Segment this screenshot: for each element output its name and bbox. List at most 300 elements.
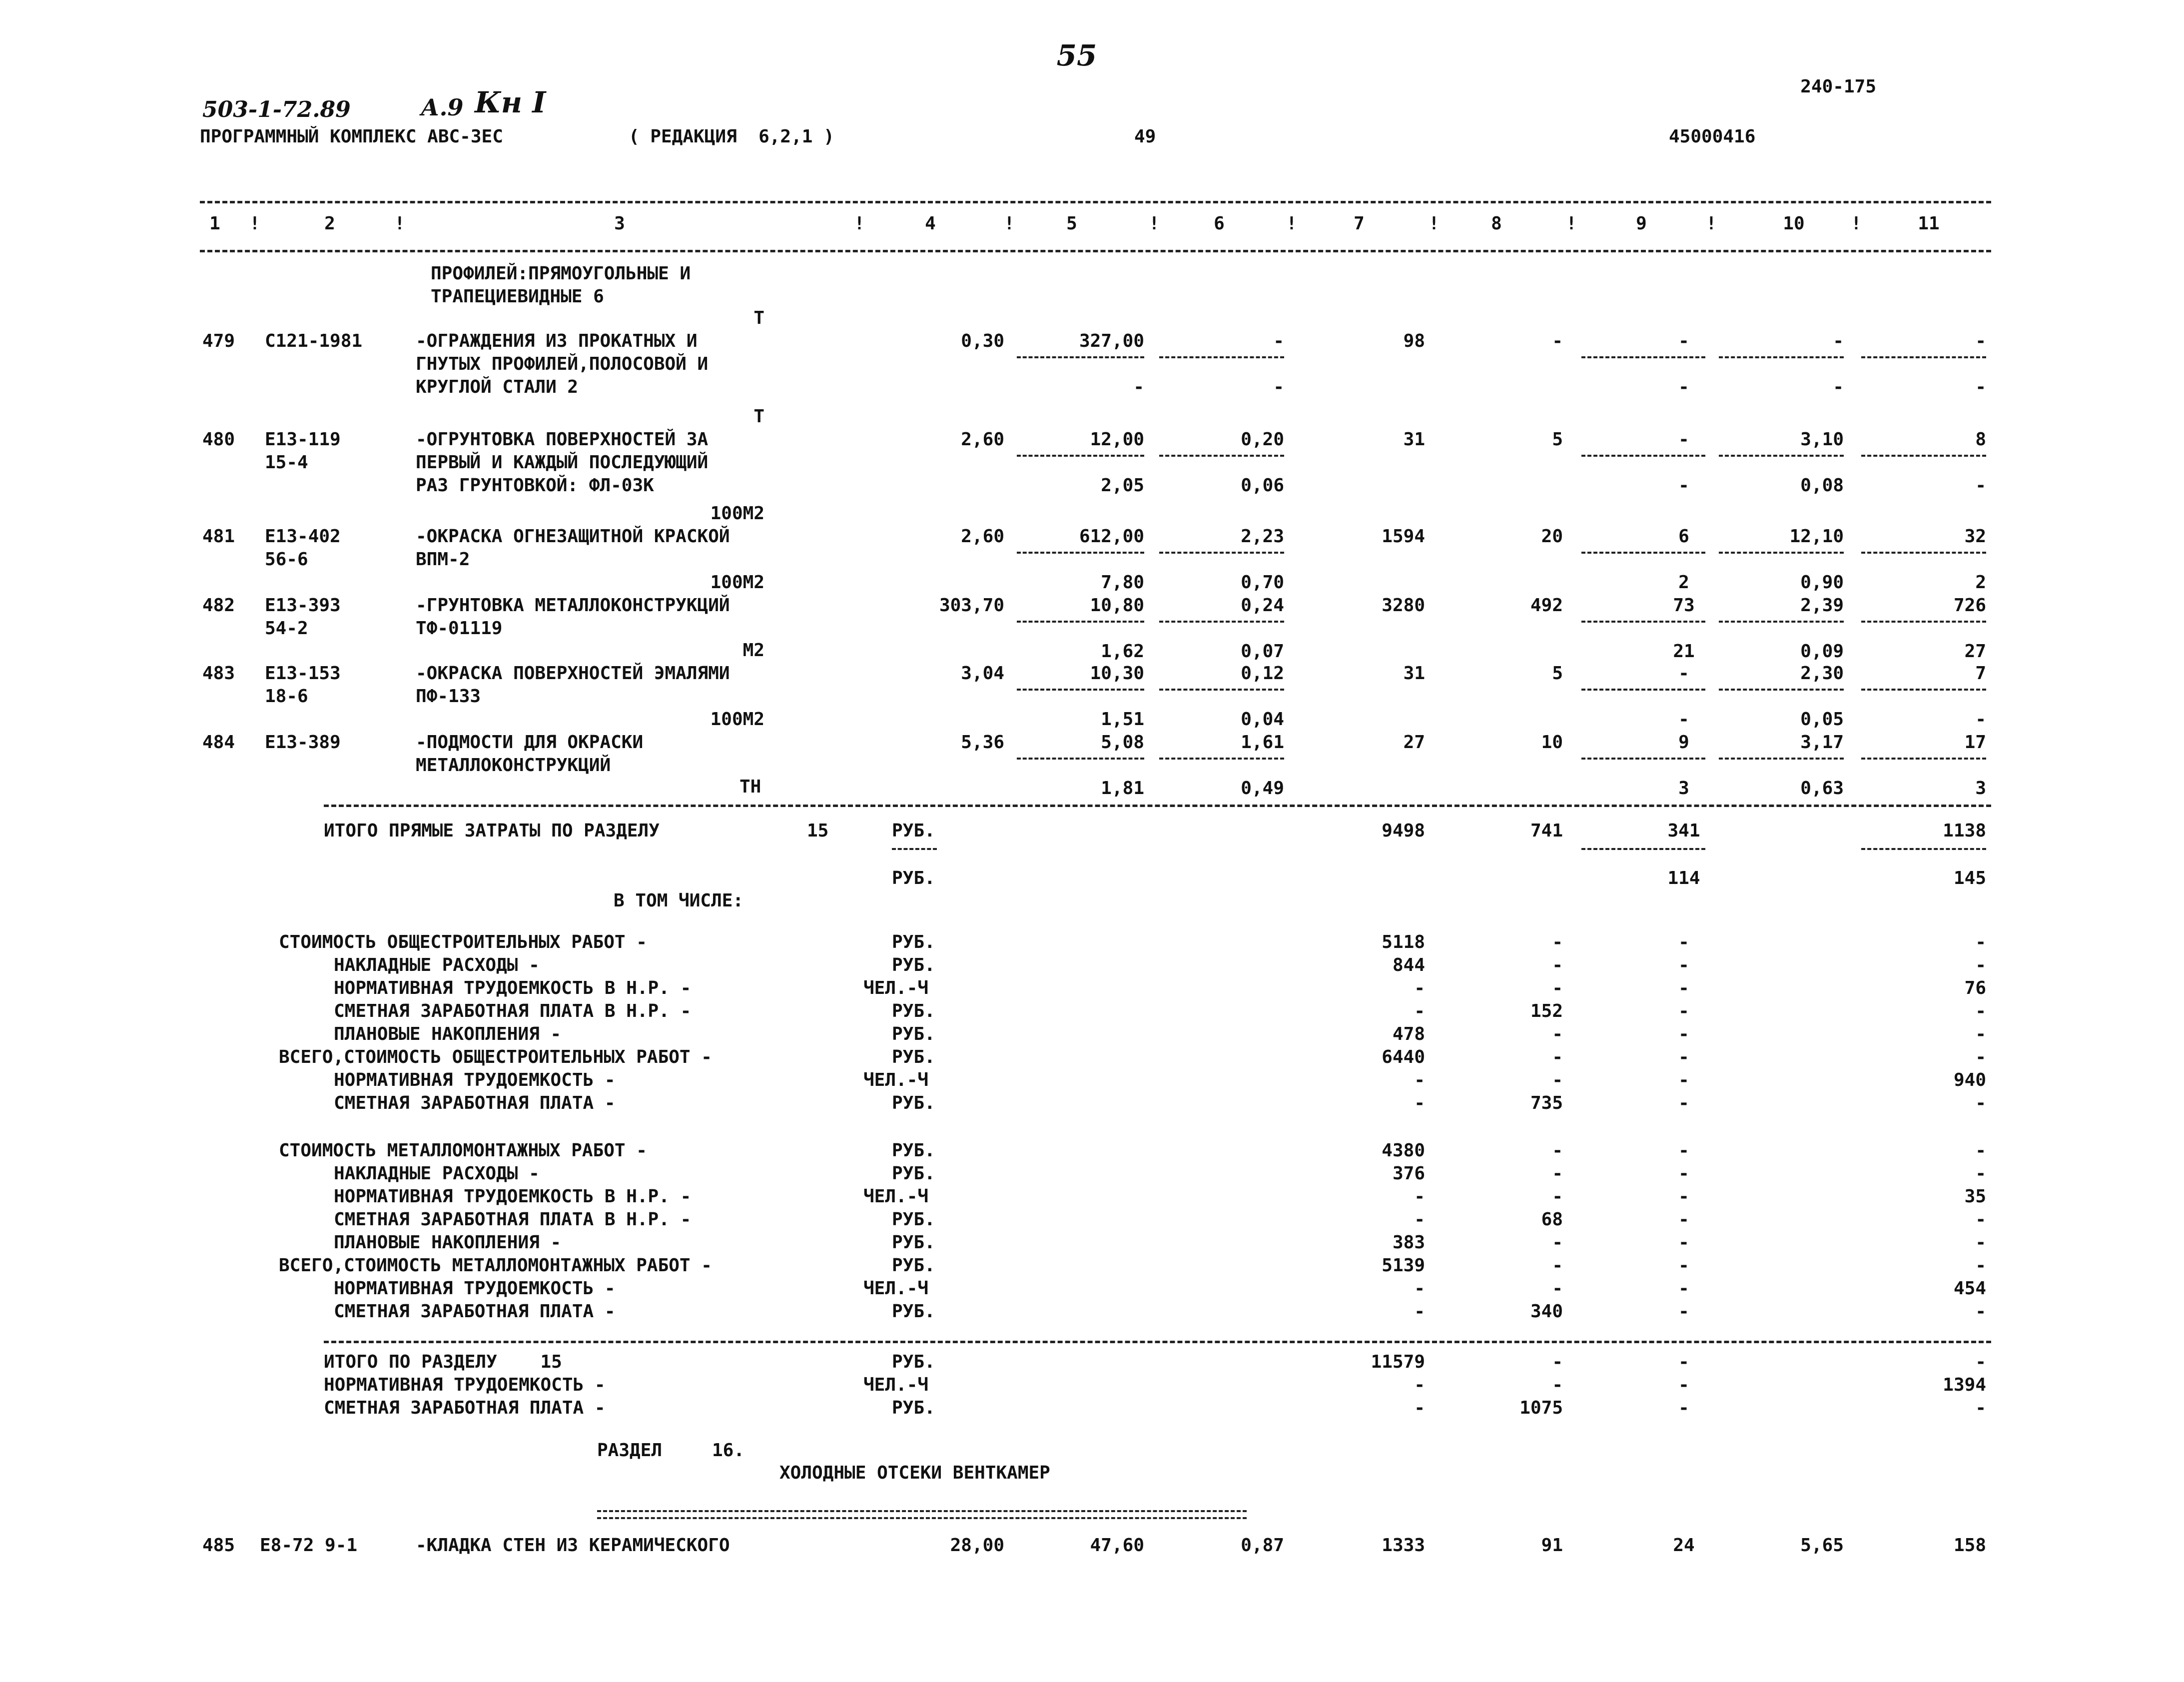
summary-unit: РУБ. xyxy=(892,1140,935,1161)
summary-col7: - xyxy=(1414,1093,1425,1113)
row-rule xyxy=(1581,356,1705,358)
column-separator: ! xyxy=(1706,213,1717,234)
summary-col8: 1075 xyxy=(1519,1398,1563,1418)
row-sub-col11: - xyxy=(1975,709,1986,730)
row-col11: 726 xyxy=(1953,595,1986,616)
row-485-col9: 24 xyxy=(1673,1535,1695,1556)
unit-label: М2 xyxy=(742,640,764,661)
row-col10: 3,10 xyxy=(1800,429,1844,450)
row-sub-col6: - xyxy=(1273,377,1284,397)
row-col9: - xyxy=(1678,663,1689,684)
summary-col9: - xyxy=(1678,1375,1689,1395)
summary-col7: 6440 xyxy=(1382,1047,1425,1067)
total-direct-col8: 741 xyxy=(1530,821,1563,841)
summary-col8: - xyxy=(1552,1140,1563,1161)
summary-col11: - xyxy=(1975,1398,1986,1418)
row-col4: 303,70 xyxy=(939,595,1004,616)
summary-label: СМЕТНАЯ ЗАРАБОТНАЯ ПЛАТА - xyxy=(334,1093,616,1113)
row-rule xyxy=(1719,356,1844,358)
header-rule-bottom xyxy=(200,250,1991,252)
row-col11: 17 xyxy=(1964,732,1986,753)
row-485-number: 485 xyxy=(202,1535,235,1556)
summary-col8: - xyxy=(1552,1232,1563,1253)
summary-col8: - xyxy=(1552,1024,1563,1044)
row-description: ПФ-133 xyxy=(416,686,481,707)
summary-col11: 454 xyxy=(1953,1278,1986,1299)
row-rule xyxy=(1861,689,1986,691)
summary-col7: 376 xyxy=(1392,1163,1425,1184)
row-485-col10: 5,65 xyxy=(1800,1535,1844,1556)
summary-unit: РУБ. xyxy=(892,932,935,952)
column-number: 9 xyxy=(1636,213,1647,234)
summary-label: НОРМАТИВНАЯ ТРУДОЕМКОСТЬ В Н.Р. - xyxy=(334,1186,692,1207)
row-485-col6: 0,87 xyxy=(1241,1535,1284,1556)
row-description: -ОГРАЖДЕНИЯ ИЗ ПРОКАТНЫХ И xyxy=(416,331,698,351)
column-number: 1 xyxy=(209,213,220,234)
column-separator: ! xyxy=(854,213,865,234)
row-number: 483 xyxy=(202,663,235,684)
section-total-rule xyxy=(324,1341,1991,1343)
summary-col8: - xyxy=(1552,1163,1563,1184)
row-col4: 2,60 xyxy=(961,526,1004,547)
row-rule xyxy=(1159,552,1284,554)
row-col10: 12,10 xyxy=(1789,526,1844,547)
row-col5: 12,00 xyxy=(1090,429,1144,450)
column-number: 2 xyxy=(324,213,335,234)
column-number: 5 xyxy=(1066,213,1077,234)
program-title: ПРОГРАММНЫЙ КОМПЛЕКС АВС-3ЕС xyxy=(200,126,503,147)
unit-label: Т xyxy=(753,406,764,427)
row-sub-col11: 27 xyxy=(1964,641,1986,662)
summary-col9: - xyxy=(1678,1186,1689,1207)
total-unit-rule xyxy=(892,848,937,850)
total-col11-rule xyxy=(1861,848,1986,850)
summary-col7: - xyxy=(1414,1186,1425,1207)
summary-label: СТОИМОСТЬ МЕТАЛЛОМОНТАЖНЫХ РАБОТ - xyxy=(279,1140,647,1161)
row-col5: 612,00 xyxy=(1079,526,1144,547)
row-sub-col11: - xyxy=(1975,377,1986,397)
column-number: 3 xyxy=(614,213,625,234)
summary-col11: - xyxy=(1975,1001,1986,1021)
row-rule xyxy=(1581,552,1705,554)
row-sub-col6: 0,04 xyxy=(1241,709,1284,730)
summary-col11: - xyxy=(1975,1209,1986,1230)
next-section-label: РАЗДЕЛ xyxy=(597,1440,663,1461)
summary-col8: - xyxy=(1552,1047,1563,1067)
summary-unit: ЧЕЛ.-Ч xyxy=(863,1278,929,1299)
summary-unit: РУБ. xyxy=(892,1047,935,1067)
row-sub-col10: 0,08 xyxy=(1800,475,1844,496)
row-rule xyxy=(1719,758,1844,760)
summary-col11: - xyxy=(1975,1047,1986,1067)
column-number: 11 xyxy=(1918,213,1940,234)
summary-col9: - xyxy=(1678,1047,1689,1067)
summary-label: СМЕТНАЯ ЗАРАБОТНАЯ ПЛАТА В Н.Р. - xyxy=(334,1001,692,1021)
summary-col7: - xyxy=(1414,1398,1425,1418)
row-rule xyxy=(1581,621,1705,623)
row-col8: - xyxy=(1552,331,1563,351)
row-number: 482 xyxy=(202,595,235,616)
row-rule xyxy=(1017,552,1144,554)
row-rule xyxy=(1017,356,1144,358)
row-col7: 1594 xyxy=(1382,526,1425,547)
total-direct-col11: 1138 xyxy=(1943,821,1986,841)
row-col7: 31 xyxy=(1403,429,1425,450)
column-separator: ! xyxy=(394,213,405,234)
column-separator: ! xyxy=(249,213,260,234)
summary-col8: - xyxy=(1552,978,1563,998)
summary-col9: - xyxy=(1678,932,1689,952)
summary-col7: 4380 xyxy=(1382,1140,1425,1161)
row-485-col7: 1333 xyxy=(1382,1535,1425,1556)
summary-label: ПЛАНОВЫЕ НАКОПЛЕНИЯ - xyxy=(334,1232,562,1253)
summary-col8: - xyxy=(1552,932,1563,952)
row-col4: 2,60 xyxy=(961,429,1004,450)
row-col7: 98 xyxy=(1403,331,1425,351)
summary-col7: - xyxy=(1414,1375,1425,1395)
summary-col11: - xyxy=(1975,1163,1986,1184)
row-sub-col6: 0,06 xyxy=(1241,475,1284,496)
row-sub-col5: 2,05 xyxy=(1101,475,1144,496)
row-col6: 0,12 xyxy=(1241,663,1284,684)
total-rule xyxy=(324,805,1991,807)
row-rule xyxy=(1719,689,1844,691)
summary-unit: РУБ. xyxy=(892,1093,935,1113)
row-description: -ОКРАСКА ПОВЕРХНОСТЕЙ ЭМАЛЯМИ xyxy=(416,663,730,684)
row-description: ПЕРВЫЙ И КАЖДЫЙ ПОСЛЕДУЮЩИЙ xyxy=(416,452,709,473)
row-col4: 0,30 xyxy=(961,331,1004,351)
summary-col9: - xyxy=(1678,978,1689,998)
column-number: 10 xyxy=(1783,213,1805,234)
summary-unit: РУБ. xyxy=(892,1163,935,1184)
summary-col7: - xyxy=(1414,1001,1425,1021)
total-direct-col7: 9498 xyxy=(1382,821,1425,841)
row-rule xyxy=(1719,621,1844,623)
album-handwritten: Кн I xyxy=(475,85,546,119)
row-code-sub: 15-4 xyxy=(265,452,308,473)
row-sub-col6: 0,70 xyxy=(1241,572,1284,593)
row-description: -ОКРАСКА ОГНЕЗАЩИТНОЙ КРАСКОЙ xyxy=(416,526,730,547)
row-col9: 6 xyxy=(1678,526,1689,547)
summary-col7: - xyxy=(1414,1070,1425,1090)
column-number: 7 xyxy=(1354,213,1365,234)
summary-col9: - xyxy=(1678,1093,1689,1113)
row-sub-col9: 2 xyxy=(1678,572,1689,593)
summary-col9: - xyxy=(1678,1163,1689,1184)
summary-col8: - xyxy=(1552,1186,1563,1207)
row-rule xyxy=(1017,455,1144,457)
row-code: Е13-393 xyxy=(265,595,341,616)
row-sub-col10: 0,09 xyxy=(1800,641,1844,662)
summary-unit: РУБ. xyxy=(892,1001,935,1021)
row-rule xyxy=(1581,758,1705,760)
summary-col8: - xyxy=(1552,1375,1563,1395)
summary-unit: РУБ. xyxy=(892,955,935,975)
row-code-sub: 54-2 xyxy=(265,618,308,639)
summary-col7: 844 xyxy=(1392,955,1425,975)
summary-col8: 735 xyxy=(1530,1093,1563,1113)
row-rule xyxy=(1581,689,1705,691)
row-col5: 5,08 xyxy=(1101,732,1144,753)
row-sub-col5: 1,51 xyxy=(1101,709,1144,730)
summary-label: НОРМАТИВНАЯ ТРУДОЕМКОСТЬ В Н.Р. - xyxy=(334,978,692,998)
row-sub-col9: 21 xyxy=(1673,641,1695,662)
row-485-code: Е8-72 9-1 xyxy=(260,1535,358,1556)
row-sub-col11: 3 xyxy=(1975,778,1986,799)
sheet-number: 49 xyxy=(1134,126,1156,147)
row-sub-col5: 1,81 xyxy=(1101,778,1144,799)
summary-col9: - xyxy=(1678,1232,1689,1253)
row-col5: 10,30 xyxy=(1090,663,1144,684)
summary-col11: 1394 xyxy=(1943,1375,1986,1395)
row-code-sub: 18-6 xyxy=(265,686,308,707)
column-separator: ! xyxy=(1004,213,1015,234)
summary-col11: - xyxy=(1975,955,1986,975)
summary-col9: - xyxy=(1678,1024,1689,1044)
summary-col8: - xyxy=(1552,955,1563,975)
summary-label: СТОИМОСТЬ ОБЩЕСТРОИТЕЛЬНЫХ РАБОТ - xyxy=(279,932,647,952)
row-rule xyxy=(1159,689,1284,691)
row-col6: 2,23 xyxy=(1241,526,1284,547)
total-direct-unit2: РУБ. xyxy=(892,868,935,888)
row-rule xyxy=(1159,621,1284,623)
summary-unit: РУБ. xyxy=(892,1301,935,1322)
summary-col8: - xyxy=(1552,1278,1563,1299)
row-description: МЕТАЛЛОКОНСТРУКЦИЙ xyxy=(416,755,611,776)
summary-col11: - xyxy=(1975,1255,1986,1276)
row-col6: 0,20 xyxy=(1241,429,1284,450)
album-label: А.9 xyxy=(421,94,464,121)
summary-label: НОРМАТИВНАЯ ТРУДОЕМКОСТЬ - xyxy=(334,1070,616,1090)
summary-col8: 68 xyxy=(1541,1209,1563,1230)
including-label: В ТОМ ЧИСЛЕ: xyxy=(614,890,744,911)
row-col11: 8 xyxy=(1975,429,1986,450)
row-sub-col10: 0,63 xyxy=(1800,778,1844,799)
row-sub-col11: - xyxy=(1975,475,1986,496)
summary-col9: - xyxy=(1678,1140,1689,1161)
row-sub-col10: 0,90 xyxy=(1800,572,1844,593)
summary-col7: 383 xyxy=(1392,1232,1425,1253)
row-sub-col10: - xyxy=(1833,377,1844,397)
total-direct-col9: 341 xyxy=(1667,821,1700,841)
row-sub-col5: 1,62 xyxy=(1101,641,1144,662)
row-code: Е13-389 xyxy=(265,732,341,753)
summary-col7: 478 xyxy=(1392,1024,1425,1044)
column-number: 4 xyxy=(925,213,936,234)
row-number: 480 xyxy=(202,429,235,450)
summary-unit: ЧЕЛ.-Ч xyxy=(863,978,929,998)
row-number: 479 xyxy=(202,331,235,351)
row-col7: 31 xyxy=(1403,663,1425,684)
row-col5: 10,80 xyxy=(1090,595,1144,616)
row-col10: 2,30 xyxy=(1800,663,1844,684)
next-section-title: ХОЛОДНЫЕ ОТСЕКИ ВЕНТКАМЕР xyxy=(779,1463,1050,1483)
row-col11: - xyxy=(1975,331,1986,351)
summary-col9: - xyxy=(1678,1070,1689,1090)
row-description: ГНУТЫХ ПРОФИЛЕЙ,ПОЛОСОВОЙ И xyxy=(416,354,709,374)
summary-label: ИТОГО ПО РАЗДЕЛУ 15 xyxy=(324,1352,562,1372)
row-485-description: -КЛАДКА СТЕН ИЗ КЕРАМИЧЕСКОГО xyxy=(416,1535,730,1556)
row-description: -ПОДМОСТИ ДЛЯ ОКРАСКИ xyxy=(416,732,644,753)
row-col11: 7 xyxy=(1975,663,1986,684)
summary-col11: - xyxy=(1975,932,1986,952)
row-col9: 9 xyxy=(1678,732,1689,753)
summary-col11: - xyxy=(1975,1232,1986,1253)
row-col10: - xyxy=(1833,331,1844,351)
row-col7: 3280 xyxy=(1382,595,1425,616)
row-485-col11: 158 xyxy=(1953,1535,1986,1556)
summary-col9: - xyxy=(1678,1209,1689,1230)
row-number: 481 xyxy=(202,526,235,547)
total-col9-rule xyxy=(1581,848,1705,850)
next-section-number: 16. xyxy=(712,1440,745,1461)
summary-col9: - xyxy=(1678,1301,1689,1322)
column-separator: ! xyxy=(1851,213,1862,234)
summary-col8: - xyxy=(1552,1255,1563,1276)
row-col11: 32 xyxy=(1964,526,1986,547)
summary-unit: РУБ. xyxy=(892,1024,935,1044)
row-rule xyxy=(1581,455,1705,457)
summary-col11: - xyxy=(1975,1140,1986,1161)
summary-col7: - xyxy=(1414,1301,1425,1322)
summary-label: НОРМАТИВНАЯ ТРУДОЕМКОСТЬ - xyxy=(334,1278,616,1299)
row-sub-col6: 0,49 xyxy=(1241,778,1284,799)
row-rule xyxy=(1861,356,1986,358)
row-sub-col10: 0,05 xyxy=(1800,709,1844,730)
summary-col11: - xyxy=(1975,1352,1986,1372)
doc-code: 503-1-72.89 xyxy=(202,97,351,122)
summary-label: ВСЕГО,СТОИМОСТЬ МЕТАЛЛОМОНТАЖНЫХ РАБОТ - xyxy=(279,1255,712,1276)
summary-label: ВСЕГО,СТОИМОСТЬ ОБЩЕСТРОИТЕЛЬНЫХ РАБОТ - xyxy=(279,1047,712,1067)
row-description: КРУГЛОЙ СТАЛИ 2 xyxy=(416,377,579,397)
row-485-col8: 91 xyxy=(1541,1535,1563,1556)
summary-col11: - xyxy=(1975,1093,1986,1113)
row-col9: - xyxy=(1678,429,1689,450)
summary-col8: - xyxy=(1552,1352,1563,1372)
summary-unit: ЧЕЛ.-Ч xyxy=(863,1070,929,1090)
row-rule xyxy=(1719,552,1844,554)
summary-unit: РУБ. xyxy=(892,1255,935,1276)
unit-label: ТН xyxy=(739,777,761,797)
row-col8: 492 xyxy=(1530,595,1563,616)
unit-label: 100М2 xyxy=(710,709,764,730)
summary-label: НАКЛАДНЫЕ РАСХОДЫ - xyxy=(334,1163,540,1184)
summary-label: НОРМАТИВНАЯ ТРУДОЕМКОСТЬ - xyxy=(324,1375,606,1395)
row-col9: - xyxy=(1678,331,1689,351)
row-code: Е13-153 xyxy=(265,663,341,684)
total-direct-unit: РУБ. xyxy=(892,821,935,841)
row-rule xyxy=(1159,356,1284,358)
summary-col11: 35 xyxy=(1964,1186,1986,1207)
summary-col9: - xyxy=(1678,1255,1689,1276)
row-rule xyxy=(1017,689,1144,691)
row-rule xyxy=(1861,455,1986,457)
row-rule xyxy=(1861,552,1986,554)
summary-col7: 11579 xyxy=(1371,1352,1425,1372)
summary-col9: - xyxy=(1678,1001,1689,1021)
total-direct-section: 15 xyxy=(807,821,829,841)
summary-col7: 5118 xyxy=(1382,932,1425,952)
summary-col7: - xyxy=(1414,1209,1425,1230)
total-direct-sub9: 114 xyxy=(1667,868,1700,888)
column-separator: ! xyxy=(1566,213,1577,234)
document-code: 45000416 xyxy=(1669,126,1756,147)
row-code: Е13-402 xyxy=(265,526,341,547)
summary-col11: 940 xyxy=(1953,1070,1986,1090)
row-col8: 5 xyxy=(1552,663,1563,684)
row-description: ВПМ-2 xyxy=(416,549,470,570)
summary-col9: - xyxy=(1678,1398,1689,1418)
row-rule xyxy=(1861,758,1986,760)
row-description: ТФ-01119 xyxy=(416,618,503,639)
row-col6: 1,61 xyxy=(1241,732,1284,753)
row-sub-col5: 7,80 xyxy=(1101,572,1144,593)
summary-col9: - xyxy=(1678,1352,1689,1372)
column-separator: ! xyxy=(1286,213,1297,234)
row-sub-col9: - xyxy=(1678,377,1689,397)
row-code: С121-1981 xyxy=(265,331,363,351)
row-rule xyxy=(1159,758,1284,760)
column-separator: ! xyxy=(1429,213,1440,234)
row-rule xyxy=(1159,455,1284,457)
summary-unit: ЧЕЛ.-Ч xyxy=(863,1186,929,1207)
row-rule xyxy=(1017,758,1144,760)
row-col8: 5 xyxy=(1552,429,1563,450)
row-sub-col6: 0,07 xyxy=(1241,641,1284,662)
summary-label: СМЕТНАЯ ЗАРАБОТНАЯ ПЛАТА - xyxy=(324,1398,606,1418)
row-sub-col5: - xyxy=(1133,377,1144,397)
header-rule-top xyxy=(200,201,1991,203)
summary-unit: ЧЕЛ.-Ч xyxy=(863,1375,929,1395)
row-sub-col9: 3 xyxy=(1678,778,1689,799)
summary-col7: - xyxy=(1414,1278,1425,1299)
row-description: -ОГРУНТОВКА ПОВЕРХНОСТЕЙ ЗА xyxy=(416,429,709,450)
row-col10: 2,39 xyxy=(1800,595,1844,616)
row-col8: 10 xyxy=(1541,732,1563,753)
summary-col8: 152 xyxy=(1530,1001,1563,1021)
page-number: 55 xyxy=(1056,38,1097,72)
row-col4: 3,04 xyxy=(961,663,1004,684)
summary-col11: - xyxy=(1975,1301,1986,1322)
summary-col8: - xyxy=(1552,1070,1563,1090)
row-col7: 27 xyxy=(1403,732,1425,753)
summary-label: ПЛАНОВЫЕ НАКОПЛЕНИЯ - xyxy=(334,1024,562,1044)
summary-unit: РУБ. xyxy=(892,1209,935,1230)
row-col6: - xyxy=(1273,331,1284,351)
summary-col11: 76 xyxy=(1964,978,1986,998)
summary-label: НАКЛАДНЫЕ РАСХОДЫ - xyxy=(334,955,540,975)
summary-unit: РУБ. xyxy=(892,1398,935,1418)
summary-label: СМЕТНАЯ ЗАРАБОТНАЯ ПЛАТА В Н.Р. - xyxy=(334,1209,692,1230)
row-rule xyxy=(1719,455,1844,457)
row-code: Е13-119 xyxy=(265,429,341,450)
row-number: 484 xyxy=(202,732,235,753)
summary-label: СМЕТНАЯ ЗАРАБОТНАЯ ПЛАТА - xyxy=(334,1301,616,1322)
row-rule xyxy=(1017,621,1144,623)
row-code-sub: 56-6 xyxy=(265,549,308,570)
next-section-double-rule xyxy=(597,1510,1247,1519)
row-sub-col9: - xyxy=(1678,475,1689,496)
summary-unit: РУБ. xyxy=(892,1232,935,1253)
row-sub-col11: 2 xyxy=(1975,572,1986,593)
carry-over-line: ТРАПЕЦИЕВИДНЫЕ 6 xyxy=(431,286,604,307)
column-number: 6 xyxy=(1214,213,1225,234)
summary-col7: 5139 xyxy=(1382,1255,1425,1276)
row-col6: 0,24 xyxy=(1241,595,1284,616)
row-sub-col9: - xyxy=(1678,709,1689,730)
row-col9: 73 xyxy=(1673,595,1695,616)
row-col10: 3,17 xyxy=(1800,732,1844,753)
